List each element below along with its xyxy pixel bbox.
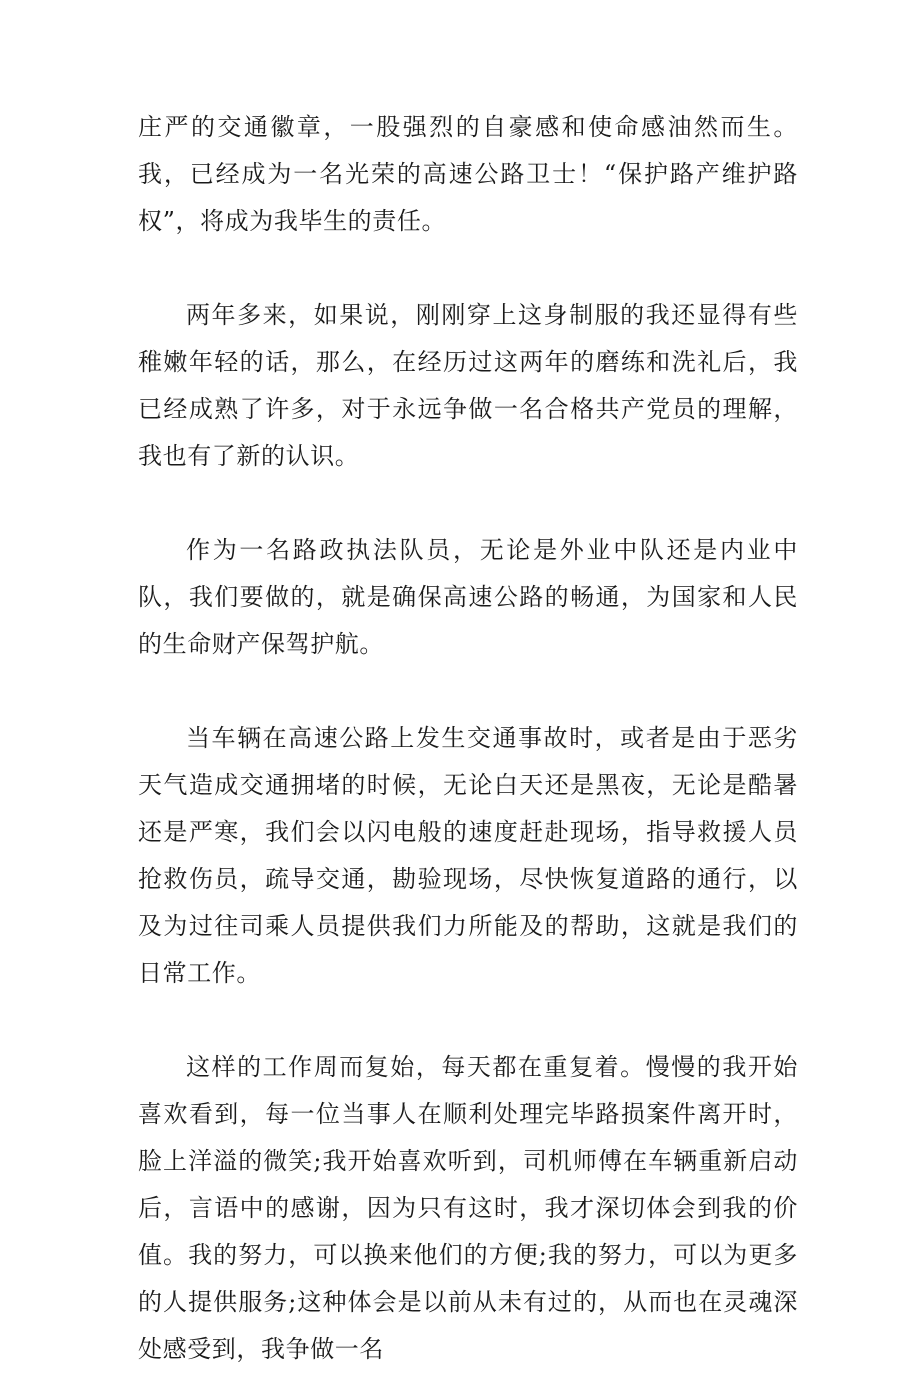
paragraph-5: 这样的工作周而复始，每天都在重复着。慢慢的我开始喜欢看到，每一位当事人在顺利处理完毕路损案件离开时，脸上洋溢的微笑;我开始喜欢听到，司机师傅在车辆重新启动后，言语中的感谢，因为只有这时，我才深切体会到我的价值。我的努力，可以换来他们的方便;我的努力，可以为更多的人提供服务;这种体会是以前从未有过的，从而也在灵魂深处感受到，我争做一名: [138, 1053, 798, 1363]
paragraph-gap: [138, 668, 798, 715]
paragraph-1: 庄严的交通徽章，一股强烈的自豪感和使命感油然而生。我，已经成为一名光荣的高速公路卫士！“保护路产维护路权”，将成为我毕生的责任。: [138, 113, 798, 235]
paragraph-gap: [138, 480, 798, 527]
paragraph-gap: [138, 997, 798, 1044]
paragraph-2: 两年多来，如果说，刚刚穿上这身制服的我还显得有些稚嫩年轻的话，那么，在经历过这两年的磨练和洗礼后，我已经成熟了许多，对于永远争做一名合格共产党员的理解，我也有了新的认识。: [138, 301, 798, 470]
document-body: [138, 104, 798, 1373]
paragraph-3: 作为一名路政执法队员，无论是外业中队还是内业中队，我们要做的，就是确保高速公路的畅通，为国家和人民的生命财产保驾护航。: [138, 536, 798, 658]
paragraph-4: 当车辆在高速公路上发生交通事故时，或者是由于恶劣天气造成交通拥堵的时候，无论白天还是黑夜，无论是酷暑还是严寒，我们会以闪电般的速度赶赴现场，指导救援人员抢救伤员，疏导交通，勘验现场，尽快恢复道路的通行，以及为过往司乘人员提供我们力所能及的帮助，这就是我们的日常工作。: [138, 724, 798, 987]
paragraph-gap: [138, 245, 798, 292]
